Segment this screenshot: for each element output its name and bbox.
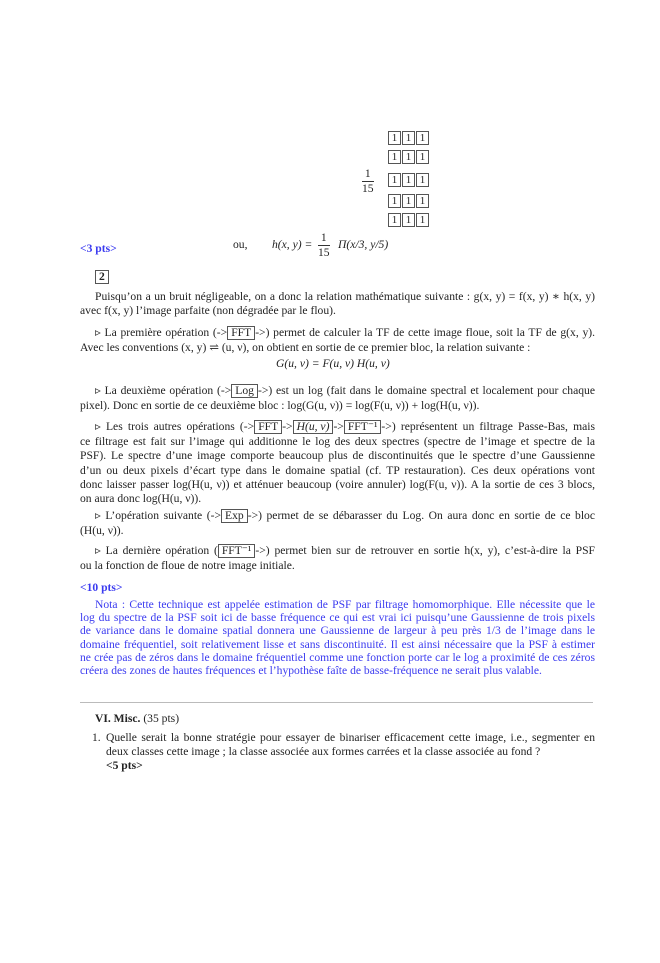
paragraph-line: Puisqu’on a un bruit négligeable, on a donc la relation mathématique suivante : g(x, y) = f(x, y) ∗ h(x, y) — [95, 290, 595, 303]
section-heading — [95, 712, 179, 725]
text: ▹ La première opération (-> — [95, 326, 228, 339]
matrix-cell: 1 — [416, 194, 429, 208]
matrix-row — [388, 173, 430, 187]
paragraph-line: Avec les conventions (x, y) ⇌ (u, ν), on obtient en sortie de ce premier bloc, la relation suivante : — [80, 341, 531, 354]
matrix-cell: 1 — [416, 131, 429, 145]
matrix-cell: 1 — [402, 213, 415, 227]
text: ->) permet de calculer la TF de cette image floue, soit la TF de g(x, y). — [255, 326, 595, 339]
nota-line: domaine fréquentiel, soit relativement lisse et sans discontinuité. Il est ainsi nécessaire que la PSF à estimer — [80, 638, 595, 651]
formula-fraction — [318, 231, 330, 260]
fft-block: FFT — [227, 326, 255, 340]
question-line: deux classes cette image ; la classe associée aux formes carrées et la classe associée au fond ? — [106, 745, 541, 758]
matrix-row — [388, 150, 430, 164]
matrix-cell: 1 — [388, 150, 401, 164]
text: ->) est un log (fait dans le domaine spectral et localement pour chaque — [257, 384, 595, 397]
section-points: (35 pts) — [143, 712, 180, 725]
formula-lhs: h(x, y) = — [272, 238, 313, 251]
question-line: Quelle serait la bonne stratégie pour essayer de binariser efficacement cette image, i.e., segmenter en — [106, 731, 595, 744]
text: ▹ La deuxième opération (-> — [95, 384, 232, 397]
text: ▹ L’opération suivante (-> — [95, 509, 222, 522]
matrix-row — [388, 131, 430, 145]
paragraph-line: PSF). Le spectre d’une image comporte beaucoup plus de discontinuités que le spectre d’une Gaussienne — [80, 449, 595, 462]
nota-line: de variance dans le domaine spatial donnera une Gaussienne de largeur à peu près 1/3 de l’image dans le — [80, 624, 595, 637]
ifft-block: FFT⁻¹ — [344, 420, 382, 434]
formula-numerator: 1 — [318, 231, 330, 246]
text: -> — [333, 420, 344, 433]
ifft-block: FFT⁻¹ — [218, 544, 256, 558]
text: ->) représentent un filtrage Passe-Bas, mais — [381, 420, 595, 433]
matrix-cell: 1 — [388, 213, 401, 227]
text: ->) permet bien sur de retrouver en sortie h(x, y), c’est-à-dire la PSF — [255, 544, 595, 557]
paragraph-line: (H(u, ν)). — [80, 524, 124, 537]
matrix-cell: 1 — [388, 131, 401, 145]
log-block: Log — [231, 384, 258, 398]
nota-line: log du spectre de la PSF soit ici de basse fréquence ce qui est vrai ici puisqu’une Gaussienne de trois pixels — [80, 611, 595, 624]
matrix-row — [388, 194, 430, 208]
matrix-row — [388, 213, 430, 227]
factor-denominator: 15 — [362, 182, 374, 195]
text: ->) permet de se débarasser du Log. On aura donc en sortie de ce bloc — [247, 509, 595, 522]
matrix-cell: 1 — [402, 173, 415, 187]
text: ▹ Les trois autres opérations (-> — [95, 420, 255, 433]
paragraph-line: pixel). Donc en sortie de ce deuxième bloc : log(G(u, ν)) = log(F(u, ν)) + log(H(u, ν)). — [80, 399, 480, 412]
paragraph-line — [95, 420, 595, 434]
points-label: <5 pts> — [106, 759, 143, 772]
section-title: VI. Misc. — [95, 712, 141, 725]
matrix-cell: 1 — [416, 150, 429, 164]
equation: G(u, ν) = F(u, ν) H(u, ν) — [276, 357, 390, 370]
points-label: <10 pts> — [80, 581, 123, 594]
formula-ou: ou, — [233, 238, 248, 251]
exp-block: Exp — [221, 509, 248, 523]
fft-block: FFT — [254, 420, 282, 434]
divider — [80, 702, 593, 703]
text: -> — [282, 420, 293, 433]
filter-block: H(u, ν) — [293, 420, 334, 434]
matrix-factor — [362, 167, 374, 196]
text: ▹ La dernière opération ( — [95, 544, 218, 557]
paragraph-line — [95, 326, 595, 340]
matrix-cell: 1 — [402, 194, 415, 208]
factor-numerator: 1 — [362, 167, 374, 182]
paragraph-line: on aura donc log(H(u, ν)). — [80, 492, 202, 505]
nota-line: créera des zones de hautes fréquences et l’hypothèse faîte de basse-fréquence ne serait plus valable. — [80, 664, 542, 677]
paragraph-line: d’un ou deux pixels d’écart type dans le domaine spatial (cf. TP restauration). Ces deux opérations vont — [80, 464, 595, 477]
paragraph-line: ce filtrage est fait sur l’image qui additionne le log des deux spectres (spectre de l’image et spectre de la — [80, 435, 595, 448]
paragraph-line: ou la fonction de floue de notre image initiale. — [80, 559, 295, 572]
points-label: <3 pts> — [80, 242, 117, 255]
nota-line: ne crée pas de zéros dans le domaine fréquentiel comme une fonction porte car le log a proximité de ces zéros — [80, 651, 595, 664]
matrix-cell: 1 — [402, 131, 415, 145]
matrix-cell: 1 — [388, 173, 401, 187]
nota-line: Nota : Cette technique est appelée estimation de PSF par filtrage homomorphique. Elle nécessite que le — [95, 598, 595, 611]
matrix-cell: 1 — [402, 150, 415, 164]
question-number: 1. — [92, 731, 101, 744]
formula-denominator: 15 — [318, 246, 330, 259]
formula-pi: Π(x/3, y/5) — [338, 238, 389, 251]
paragraph-line — [95, 384, 595, 398]
paragraph-line: donc laisser passer log(H(u, ν)) et atténuer beaucoup (voire annuler) log(F(u, ν)). A la sortie de ces 3 blocs, — [80, 478, 595, 491]
matrix-cell: 1 — [416, 213, 429, 227]
paragraph-line: avec f(x, y) l’image parfaite (non dégradée par le flou). — [80, 304, 336, 317]
paragraph-line — [95, 544, 595, 558]
matrix-cell: 1 — [416, 173, 429, 187]
matrix-cell: 1 — [388, 194, 401, 208]
question-number-box: 2 — [95, 270, 109, 284]
paragraph-line — [95, 509, 595, 523]
